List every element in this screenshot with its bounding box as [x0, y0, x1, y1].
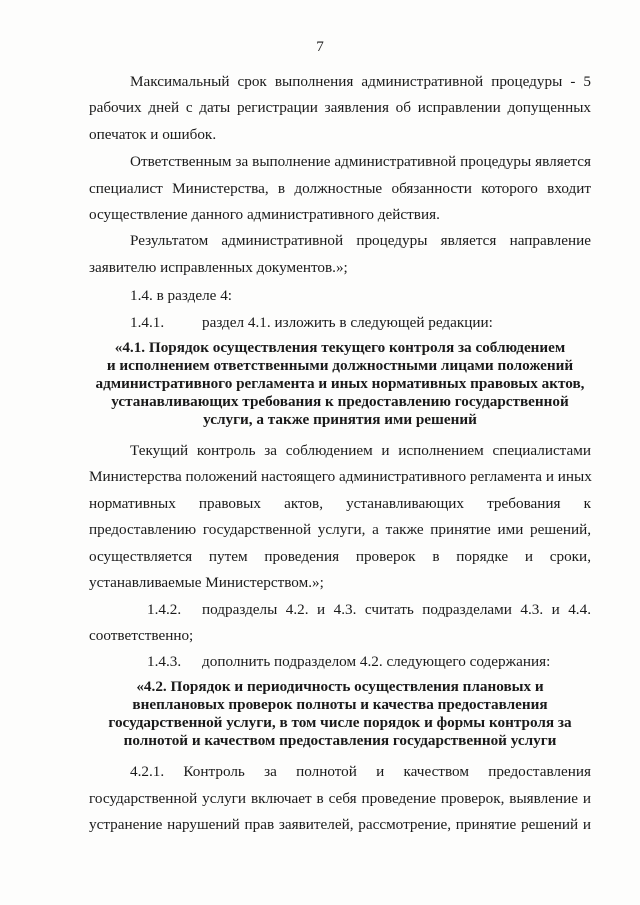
- text-line: заявителю исправленных документов.»;: [89, 259, 348, 276]
- text-line: опечаток и ошибок.: [89, 126, 217, 143]
- text-line: государственной услуги включает в себя проведение проверок, выявление и: [89, 790, 591, 807]
- text-line: Ответственным за выполнение административной процедуры является: [130, 153, 591, 170]
- section-heading-line: внеплановых проверок полноты и качества предоставления: [132, 696, 548, 713]
- text-line: соответственно;: [89, 627, 194, 644]
- text-line: устанавливаемые Министерством.»;: [89, 574, 324, 591]
- text-line: Максимальный срок выполнения административной процедуры - 5: [130, 73, 591, 90]
- item-number: 1.4.2.: [147, 601, 182, 618]
- section-heading-line: полнотой и качеством предоставления государственной услуги: [123, 732, 557, 749]
- text-line: раздел 4.1. изложить в следующей редакции:: [202, 314, 493, 331]
- text-line: осуществление данного административного действия.: [89, 206, 440, 223]
- section-heading-line: устанавливающих требования к предоставлению государственной: [111, 393, 569, 410]
- text-line: дополнить подразделом 4.2. следующего содержания:: [202, 653, 551, 670]
- text-line: осуществляется путем проведения проверок в порядке и сроки,: [89, 548, 591, 565]
- text-line: рабочих дней с даты регистрации заявления об исправлении допущенных: [89, 99, 591, 116]
- text-line: подразделы 4.2. и 4.3. считать подразделами 4.3. и 4.4.: [202, 601, 591, 618]
- text-line: предоставлению государственной услуги, а также принятие ими решений,: [89, 521, 591, 538]
- section-heading-line: «4.1. Порядок осуществления текущего контроля за соблюдением: [114, 339, 566, 356]
- section-heading-line: услуги, а также принятия ими решений: [203, 411, 477, 428]
- section-heading-line: «4.2. Порядок и периодичность осуществления плановых и: [136, 678, 544, 695]
- page-number: 7: [316, 38, 324, 55]
- text-line: 4.2.1. Контроль за полнотой и качеством предоставления: [130, 763, 591, 780]
- item-number: 1.4.3.: [147, 653, 182, 670]
- text-line: устранение нарушений прав заявителей, рассмотрение, принятие решений и: [89, 816, 591, 833]
- text-line: Министерства положений настоящего административного регламента и иных: [89, 468, 592, 485]
- section-heading-line: государственной услуги, в том числе порядок и формы контроля за: [108, 714, 572, 731]
- text-line: нормативных правовых актов, устанавливающих требования к: [89, 495, 591, 512]
- text-line: специалист Министерства, в должностные обязанности которого входит: [89, 180, 591, 197]
- text-line: 1.4. в разделе 4:: [130, 287, 233, 304]
- section-heading-line: и исполнением ответственными должностными лицами положений: [106, 357, 574, 374]
- section-heading-line: административного регламента и иных нормативных правовых актов,: [95, 375, 585, 392]
- text-line: Текущий контроль за соблюдением и исполнением специалистами: [130, 442, 591, 459]
- text-line: Результатом административной процедуры является направление: [130, 232, 591, 249]
- item-number: 1.4.1.: [130, 314, 165, 331]
